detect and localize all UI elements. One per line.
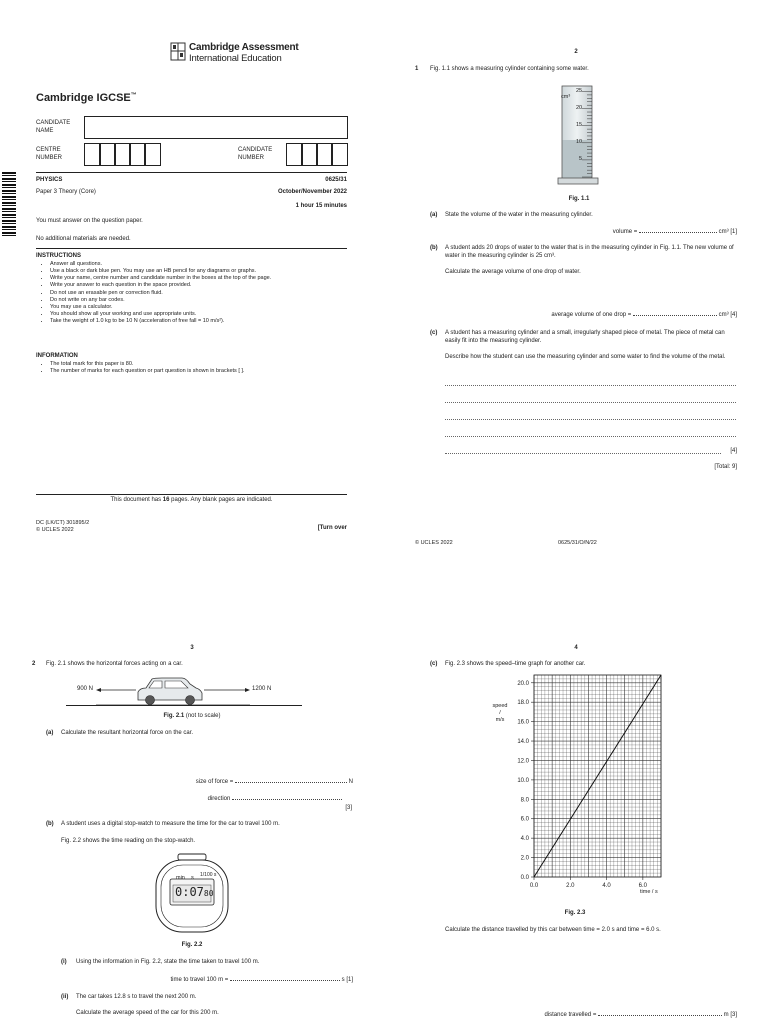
- paper-name: Paper 3 Theory (Core): [36, 189, 96, 195]
- instruction-item: • Do not write on any bar codes.: [50, 297, 355, 304]
- part-b-text: A student adds 20 drops of water to the water that is in the measuring cylinder in Fig. 1.1. The new volume of water in the measuring cylinder is 25 cm³.: [445, 245, 734, 259]
- materials-note: No additional materials are needed.: [36, 236, 131, 242]
- centre-number-label: CENTRE NUMBER: [36, 147, 63, 161]
- candidate-number-boxes[interactable]: [286, 143, 348, 164]
- fig-2-1-caption: [130, 713, 254, 721]
- force-right-label: 1200 N: [252, 686, 272, 692]
- page-number: 3: [190, 645, 194, 651]
- part-b-text2: Fig. 2.2 shows the time reading on the stop-watch.: [61, 838, 196, 844]
- x-tick-label: 4.0: [602, 883, 611, 889]
- part-b-label: (b): [430, 245, 438, 251]
- turn-over: [Turn over: [317, 525, 347, 531]
- cover-title-text: Cambridge IGCSE: [36, 92, 131, 104]
- graph-xlabel: time / s: [640, 889, 658, 895]
- instruction-item: • You should show all your working and use appropriate units.: [50, 311, 355, 318]
- answer-line[interactable]: [639, 232, 717, 233]
- doc-code: DC (LK/CT) 301895/2: [36, 520, 90, 526]
- part-c-label: (c): [430, 661, 438, 667]
- answer-line[interactable]: [598, 1015, 722, 1016]
- y-tick-label: 12.0: [517, 758, 529, 765]
- instructions-list: [40, 261, 355, 325]
- duration: 1 hour 15 minutes: [295, 203, 347, 209]
- answer-line[interactable]: [445, 402, 736, 403]
- instructions-heading: INSTRUCTIONS: [36, 253, 81, 259]
- answer-line[interactable]: [633, 315, 717, 316]
- fig-1-1-caption: Fig. 1.1: [568, 196, 590, 202]
- y-tick-label: 18.0: [517, 700, 529, 707]
- part-a-label: (a): [430, 212, 438, 218]
- cover-title: [36, 92, 137, 104]
- question-number: 2: [32, 661, 36, 667]
- session: October/November 2022: [277, 189, 347, 195]
- y-tick-label: 10.0: [517, 777, 529, 784]
- answer-line[interactable]: [232, 799, 342, 800]
- graph-x-ticks: [530, 877, 648, 889]
- part-bi-label: (i): [61, 959, 67, 965]
- y-tick-label: 2.0: [520, 855, 529, 862]
- force-left-label: 900 N: [77, 686, 94, 692]
- total-marks: [Total: 9]: [714, 464, 737, 470]
- watch-display-main: 0:07: [175, 885, 204, 899]
- question-number: 1: [415, 66, 419, 72]
- answer-label: size of force =: [195, 779, 235, 785]
- candidate-name-box[interactable]: [84, 116, 348, 139]
- graph-ylabel: [488, 703, 512, 724]
- instruction-item: • Do not use an erasable pen or correction fluid.: [50, 290, 355, 297]
- part-c-text: Fig. 2.3 shows the speed–time graph for another car.: [445, 661, 586, 667]
- answer-label: distance travelled =: [544, 1012, 598, 1018]
- answer-line[interactable]: [445, 453, 721, 454]
- page-number: 4: [574, 645, 578, 651]
- centre-number-boxes[interactable]: [84, 143, 164, 164]
- x-tick-label: 2.0: [566, 883, 575, 889]
- candidate-name-label: CANDIDATE NAME: [36, 120, 71, 134]
- information-item: • The number of marks for each question or part question is shown in brackets [ ].: [50, 368, 355, 375]
- part-c-marks: [4]: [730, 448, 737, 454]
- watch-display: [175, 885, 214, 899]
- speed-time-graph: [486, 672, 666, 900]
- part-bii-text: The car takes 12.8 s to travel the next 200 m.: [76, 994, 197, 1000]
- x-tick-label: 0.0: [529, 883, 539, 889]
- subject: PHYSICS: [36, 177, 63, 183]
- cylinder-unit: cm³: [561, 94, 571, 100]
- x-tick-label: 6.0: [638, 883, 648, 889]
- part-a-answer: [577, 229, 737, 237]
- barcode: [2, 172, 16, 238]
- part-b-answer: [497, 312, 737, 320]
- part-b-text2: Calculate the average volume of one drop of water.: [445, 269, 581, 275]
- watch-s-label: s: [191, 875, 194, 881]
- page-number: 2: [574, 49, 578, 55]
- marks: [4]: [730, 312, 737, 318]
- answer-line[interactable]: [445, 385, 736, 386]
- marks: [1]: [730, 229, 737, 235]
- fig-2-2-caption: Fig. 2.2: [181, 942, 203, 948]
- answer-label: volume =: [612, 229, 639, 235]
- arrow-right-icon: [245, 688, 250, 692]
- car-forces-diagram: [96, 674, 250, 708]
- y-tick-label: 20.0: [517, 680, 529, 687]
- y-tick-label: 16.0: [517, 719, 529, 726]
- graph-y-ticks: [517, 681, 534, 881]
- instruction-item: • Answer all questions.: [50, 261, 355, 268]
- watch-frac-label: 1/100 s: [200, 872, 217, 878]
- instruction-item: • Use a black or dark blue pen. You may use an HB pencil for any diagrams or graphs.: [50, 268, 355, 275]
- part-bi-text: Using the information in Fig. 2.2, state the time taken to travel 100 m.: [76, 959, 260, 965]
- footer-copyright: © UCLES 2022: [415, 540, 453, 546]
- fig-note: (not to scale): [184, 713, 221, 719]
- trademark: ™: [130, 92, 137, 99]
- direction-answer: [170, 796, 342, 804]
- y-tick-label: 6.0: [520, 816, 529, 823]
- q1-intro: Fig. 1.1 shows a measuring cylinder containing some water.: [430, 66, 589, 72]
- part-c-label: (c): [430, 330, 438, 336]
- part-c-text: A student has a measuring cylinder and a small, irregularly shaped piece of metal. The piece of metal can easily fit into the measuring cylinder.: [445, 330, 725, 344]
- part-c-answer: [500, 1012, 737, 1020]
- marks: [1]: [346, 977, 353, 983]
- information-item: • The total mark for this paper is 80.: [50, 361, 355, 368]
- y-tick-label: 0.0: [520, 875, 529, 881]
- answer-note: You must answer on the question paper.: [36, 218, 143, 224]
- part-a-text: State the volume of the water in the measuring cylinder.: [445, 212, 593, 218]
- part-a-marks: [3]: [345, 805, 352, 811]
- instruction-item: • You may use a calculator.: [50, 304, 355, 311]
- part-bii-text2: Calculate the average speed of the car for this 200 m.: [76, 1010, 219, 1016]
- part-c-question: Calculate the distance travelled by this car between time = 2.0 s and time = 6.0 s.: [445, 927, 661, 933]
- instruction-item: • Write your name, centre number and candidate number in the boxes at the top of the page.: [50, 275, 355, 282]
- answer-unit: cm³: [718, 312, 729, 318]
- size-answer: [170, 779, 353, 787]
- marks: [3]: [730, 1012, 737, 1018]
- y-tick-label: 14.0: [517, 739, 529, 746]
- fig-2-3-caption: Fig. 2.3: [564, 910, 586, 916]
- cover-copyright: © UCLES 2022: [36, 527, 74, 533]
- watch-display-hundredths: 80: [203, 889, 214, 898]
- answer-line[interactable]: [445, 436, 736, 437]
- answer-line[interactable]: [445, 419, 736, 420]
- pages-note: [36, 497, 347, 505]
- answer-label: average volume of one drop =: [551, 312, 633, 318]
- information-heading: INFORMATION: [36, 353, 78, 359]
- part-bii-label: (ii): [61, 994, 69, 1000]
- pages-note-pre: This document has: [110, 497, 163, 503]
- watch-min-label: min: [176, 875, 185, 881]
- answer-line[interactable]: [230, 980, 340, 981]
- part-a-text: Calculate the resultant horizontal force on the car.: [61, 730, 194, 736]
- answer-unit: N: [348, 779, 353, 785]
- q2-intro: Fig. 2.1 shows the horizontal forces acting on a car.: [46, 661, 183, 667]
- answer-label: time to travel 100 m =: [170, 977, 230, 983]
- logo-line1: Cambridge Assessment: [189, 42, 299, 53]
- part-bi-answer: [140, 977, 353, 985]
- answer-line[interactable]: [235, 782, 347, 783]
- fig-label: Fig. 2.1: [163, 713, 185, 719]
- logo-line2: International Education: [189, 53, 282, 64]
- arrow-left-icon: [96, 688, 101, 692]
- instruction-item: • Take the weight of 1.0 kg to be 10 N (acceleration of free fall = 10 m/s²).: [50, 318, 355, 325]
- answer-unit: m: [723, 1012, 729, 1018]
- answer-unit: s: [341, 977, 345, 983]
- y-tick-label: 4.0: [520, 836, 529, 843]
- answer-label: direction: [207, 796, 232, 802]
- cambridge-crest-icon: [170, 42, 186, 62]
- pages-count: 16: [162, 497, 170, 503]
- cylinder-tick-label: 20: [576, 105, 583, 111]
- part-b-label: (b): [46, 821, 54, 827]
- answer-unit: cm³: [718, 229, 729, 235]
- pages-note-post: pages. Any blank pages are indicated.: [169, 497, 273, 503]
- cylinder-tick-label: 15: [576, 122, 583, 128]
- paper-code: 0625/31: [325, 177, 347, 183]
- graph-ylabel-text: speed / m/s: [492, 703, 508, 724]
- part-c-text2: Describe how the student can use the measuring cylinder and some water to find the volume of the metal.: [445, 354, 726, 360]
- cylinder-tick-label: 5: [579, 156, 583, 162]
- instruction-item: • Write your answer to each question in the space provided.: [50, 282, 355, 289]
- cylinder-tick-label: 10: [576, 139, 583, 145]
- part-a-label: (a): [46, 730, 54, 736]
- y-tick-label: 8.0: [520, 797, 529, 804]
- information-list: [40, 361, 355, 375]
- car-icon: [138, 678, 202, 705]
- footer-code: 0625/31/O/N/22: [558, 540, 597, 546]
- candidate-number-label: CANDIDATE NUMBER: [238, 147, 273, 161]
- cylinder-tick-label: 25: [576, 88, 583, 94]
- part-b-text: A student uses a digital stop-watch to measure the time for the car to travel 100 m.: [61, 821, 280, 827]
